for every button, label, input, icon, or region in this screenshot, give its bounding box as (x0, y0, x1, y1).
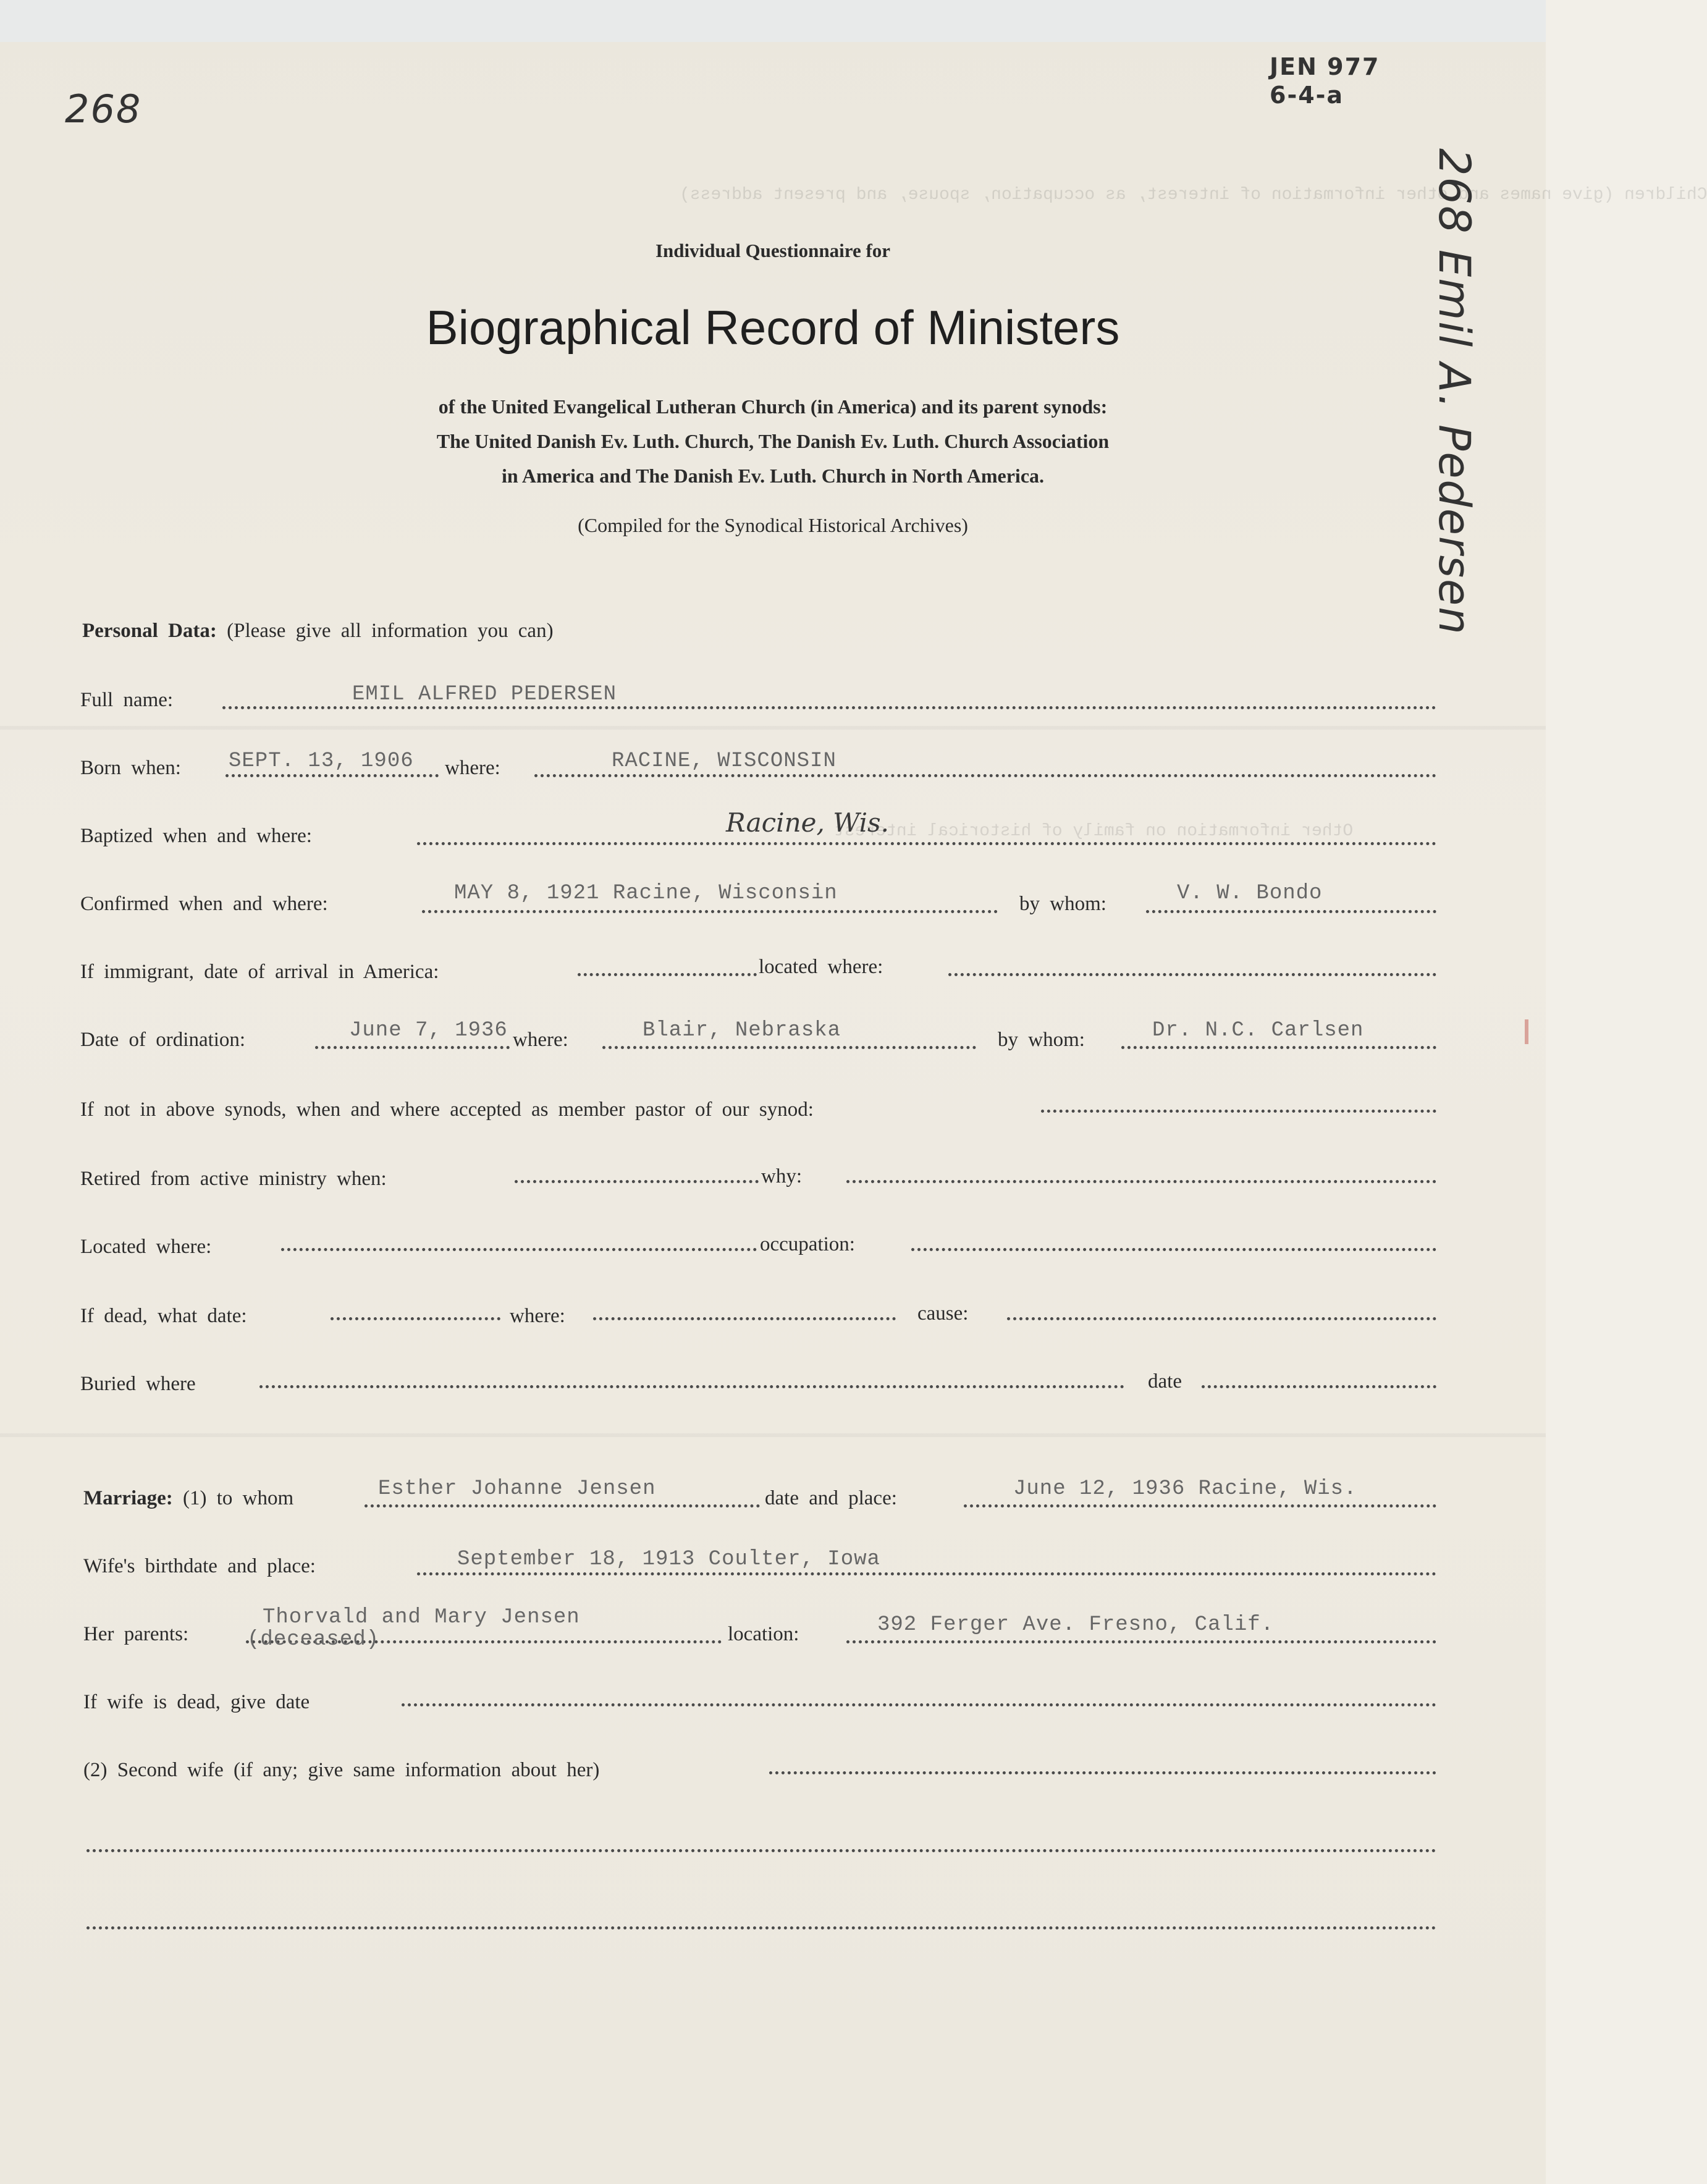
dead-cause-field[interactable] (1007, 1312, 1436, 1320)
occupation-field[interactable] (911, 1243, 1436, 1251)
wife-parents-row (0, 1606, 1546, 1666)
form-title: Biographical Record of Ministers (426, 300, 1120, 355)
corner-number: 268 (65, 86, 142, 132)
paper-fold-line (0, 1433, 1546, 1437)
bleed-through-text: Other information on family of historical interest (834, 822, 1354, 841)
second-wife-label: (2) Second wife (if any; give same information about her) (83, 1759, 600, 1781)
full-name-row (0, 683, 1546, 732)
full-name-value: EMIL ALFRED PEDERSEN (352, 683, 617, 706)
affiliation-line: in America and The Danish Ev. Luth. Church in North America. (501, 465, 1045, 487)
retired-row (0, 1165, 1546, 1211)
ordained-by-value: Dr. N.C. Carlsen (1152, 1019, 1364, 1042)
form-affiliation (0, 389, 1546, 493)
ordination-label: Date of ordination: (80, 1029, 246, 1051)
second-wife-row (0, 1759, 1546, 1802)
marriage-to-whom-label: (1) to whom (183, 1487, 294, 1509)
baptized-label: Baptized when and where: (80, 825, 312, 847)
accepted-row (0, 1098, 1546, 1142)
archive-code-line: 6-4-a (1270, 82, 1344, 109)
wife-dead-label: If wife is dead, give date (83, 1691, 310, 1713)
spouse-value: Esther Johanne Jensen (378, 1477, 656, 1501)
form-subtitle: Individual Questionnaire for (655, 240, 891, 261)
wife-dead-field[interactable] (402, 1698, 1436, 1706)
margin-note: 268 Emil A. Pedersen (1429, 148, 1480, 636)
buried-where-field[interactable] (259, 1380, 1124, 1388)
confirmed-by-value: V. W. Bondo (1177, 882, 1323, 905)
full-name-label: Full name: (80, 689, 174, 711)
ordination-row (0, 1019, 1546, 1072)
marriage-heading: Marriage: (83, 1487, 173, 1509)
wife-birth-value: September 18, 1913 Coulter, Iowa (457, 1548, 880, 1571)
second-wife-line[interactable] (86, 1921, 1436, 1929)
located-field[interactable] (281, 1243, 757, 1251)
wife-parents-location-label: location: (728, 1623, 799, 1645)
confirmed-value: MAY 8, 1921 Racine, Wisconsin (454, 882, 838, 905)
located-label: Located where: (80, 1236, 212, 1258)
born-row (0, 749, 1546, 800)
wife-parents-value: Thorvald and Mary Jensen (263, 1606, 580, 1629)
born-where-label: where: (445, 757, 500, 779)
buried-row (0, 1370, 1546, 1416)
retired-why-label: why: (761, 1165, 802, 1187)
bleed-through-text: Children (give names and other information of interest, as occupation, spouse, and present address) (680, 185, 1707, 204)
wife-parents-label: Her parents: (83, 1623, 189, 1645)
immigrant-row (0, 956, 1546, 1004)
buried-date-label: date (1148, 1370, 1182, 1393)
confirmed-field[interactable] (422, 905, 998, 913)
located-where-label: located where: (759, 956, 883, 978)
ordination-place-value: Blair, Nebraska (643, 1019, 841, 1042)
occupation-label: occupation: (760, 1233, 855, 1255)
personal-data-heading (0, 620, 1546, 663)
baptized-row (0, 807, 1546, 868)
marriage-row (0, 1477, 1546, 1530)
retired-why-field[interactable] (846, 1175, 1436, 1183)
scan-top-edge (0, 0, 1546, 42)
ordination-where-label: where: (513, 1029, 568, 1051)
buried-label: Buried where (80, 1373, 196, 1395)
wife-parents-note: (deceased) (247, 1628, 380, 1651)
dead-where-label: where: (510, 1305, 565, 1327)
born-when-label: Born when: (80, 757, 181, 779)
dead-where-field[interactable] (593, 1312, 896, 1320)
section-heading: Personal Data: (82, 620, 217, 642)
immigrant-label: If immigrant, date of arrival in America: (80, 961, 439, 983)
retired-label: Retired from active ministry when: (80, 1168, 387, 1190)
wife-birth-row (0, 1548, 1546, 1598)
wife-parents-location-value: 392 Ferger Ave. Fresno, Calif. (877, 1613, 1275, 1637)
born-date-value: SEPT. 13, 1906 (229, 749, 414, 773)
arrival-location-field[interactable] (948, 968, 1436, 976)
baptized-value: Racine, Wis. (726, 807, 889, 838)
ordained-by-label: by whom: (998, 1029, 1085, 1051)
born-place-value: RACINE, WISCONSIN (612, 749, 837, 773)
confirmed-label: Confirmed when and where: (80, 893, 328, 915)
compiled-note: (Compiled for the Synodical Historical Archives) (578, 514, 968, 536)
dead-row (0, 1302, 1546, 1348)
baptized-field[interactable] (417, 837, 1436, 845)
confirmed-by-field[interactable] (1146, 905, 1436, 913)
affiliation-line: The United Danish Ev. Luth. Church, The Danish Ev. Luth. Church Association (436, 430, 1110, 452)
dead-date-label: If dead, what date: (80, 1305, 247, 1327)
second-wife-line[interactable] (86, 1844, 1436, 1852)
wife-dead-row (0, 1691, 1546, 1734)
marriage-date-place-label: date and place: (765, 1487, 897, 1509)
section-note: (Please give all information you can) (227, 620, 554, 642)
wife-birth-label: Wife's birthdate and place: (83, 1555, 316, 1577)
confirmed-row (0, 882, 1546, 936)
accepted-field[interactable] (1041, 1105, 1436, 1113)
dead-cause-label: cause: (917, 1302, 969, 1325)
affiliation-line: of the United Evangelical Lutheran Church (in America) and its parent synods: (438, 395, 1108, 418)
buried-date-field[interactable] (1202, 1380, 1436, 1388)
archive-code-line: JEN 977 (1270, 53, 1380, 80)
arrival-date-field[interactable] (578, 968, 757, 976)
located-row (0, 1233, 1546, 1279)
ordination-date-value: June 7, 1936 (349, 1019, 508, 1042)
archive-code (1270, 53, 1380, 109)
marriage-date-place-value: June 12, 1936 Racine, Wis. (1013, 1477, 1357, 1501)
dead-date-field[interactable] (331, 1312, 500, 1320)
retired-date-field[interactable] (515, 1175, 759, 1183)
second-wife-field[interactable] (769, 1766, 1436, 1774)
accepted-label: If not in above synods, when and where accepted as member pastor of our synod: (80, 1098, 814, 1121)
confirmed-by-label: by whom: (1019, 893, 1106, 915)
